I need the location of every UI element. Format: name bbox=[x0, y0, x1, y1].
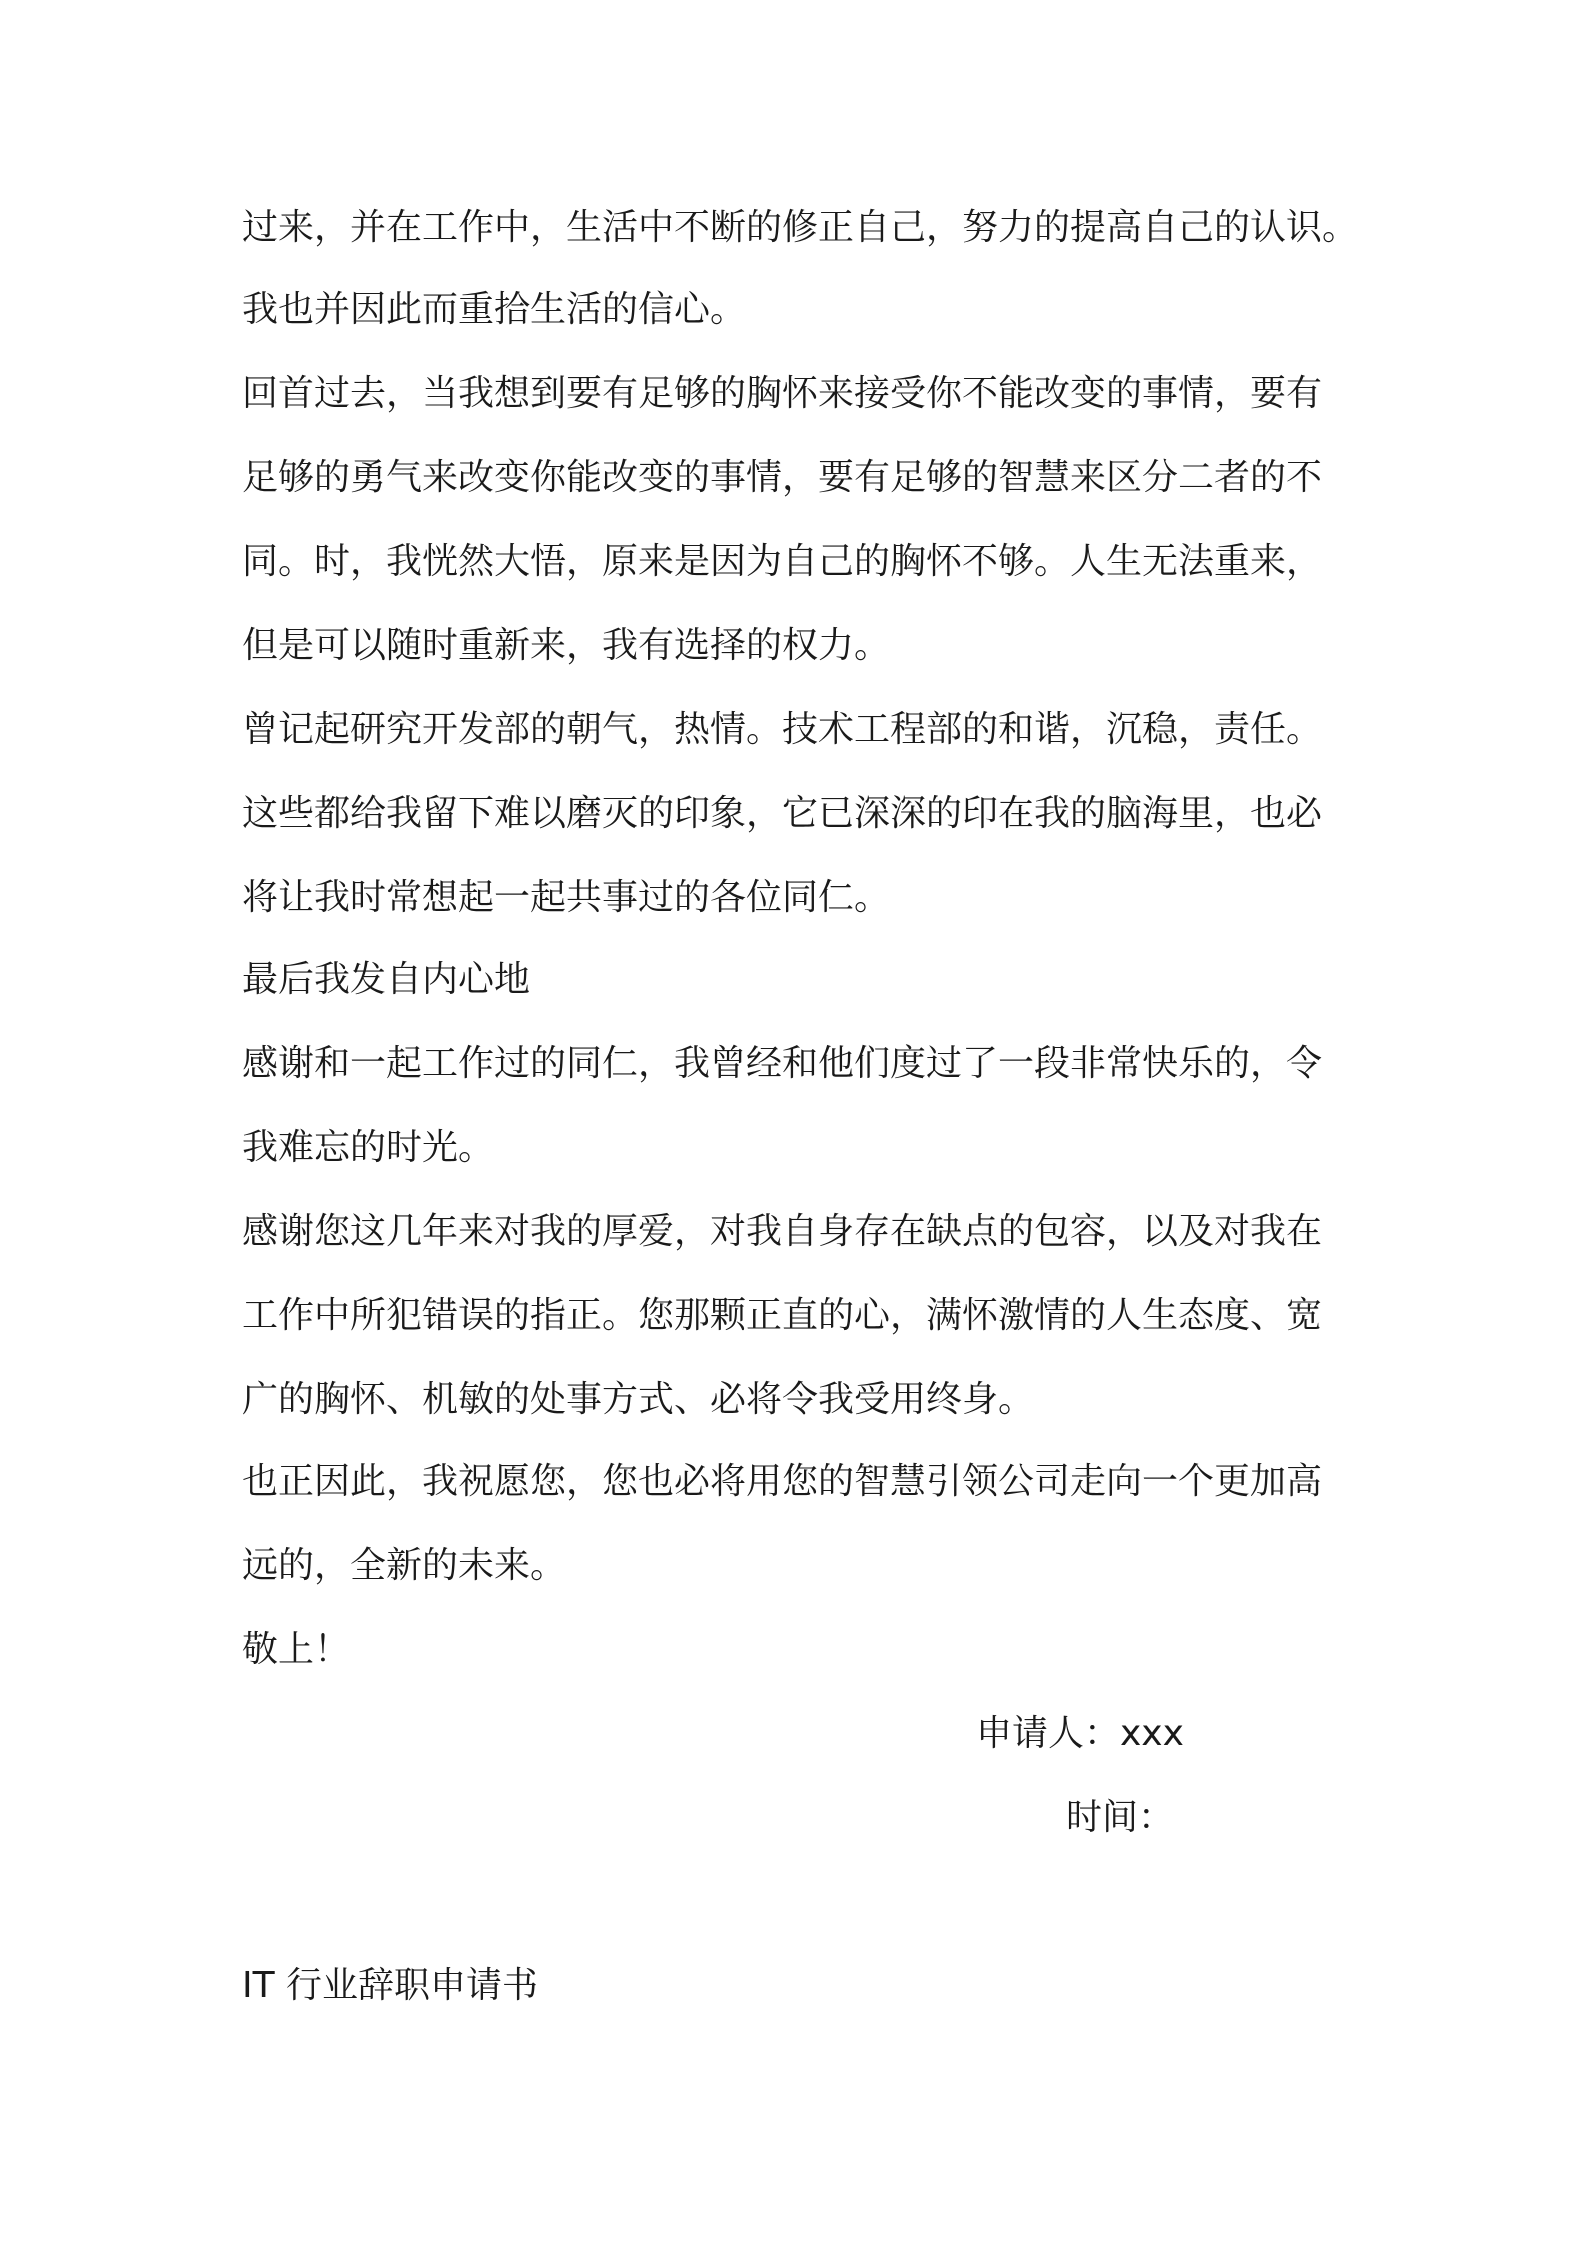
body-line: 这些都给我留下难以磨灭的印象，它已深深的印在我的脑海里，也必 bbox=[242, 793, 1323, 834]
body-line: 也正因此，我祝愿您，您也必将用您的智慧引领公司走向一个更加高 bbox=[242, 1461, 1323, 1502]
body-line: 将让我时常想起一起共事过的各位同仁。 bbox=[242, 877, 891, 918]
body-line: 同。时，我恍然大悟，原来是因为自己的胸怀不够。人生无法重来， bbox=[242, 541, 1323, 582]
body-line: 广的胸怀、机敏的处事方式、必将令我受用终身。 bbox=[242, 1379, 1035, 1420]
signature-time: 时间： bbox=[1066, 1797, 1175, 1838]
body-line: 工作中所犯错误的指正。您那颗正直的心，满怀激情的人生态度、宽 bbox=[242, 1295, 1323, 1336]
body-line: 但是可以随时重新来，我有选择的权力。 bbox=[242, 625, 891, 666]
closing-salutation: 敬上！ bbox=[242, 1629, 351, 1670]
body-line: 回首过去，当我想到要有足够的胸怀来接受你不能改变的事情，要有 bbox=[242, 373, 1323, 414]
body-line: 足够的勇气来改变你能改变的事情，要有足够的智慧来区分二者的不 bbox=[242, 457, 1323, 498]
next-document-title: IT 行业辞职申请书 bbox=[242, 1965, 539, 2006]
body-line: 感谢您这几年来对我的厚爱，对我自身存在缺点的包容，以及对我在 bbox=[242, 1211, 1323, 1252]
body-line: 我也并因此而重拾生活的信心。 bbox=[242, 289, 747, 330]
body-line: 曾记起研究开发部的朝气，热情。技术工程部的和谐，沉稳，责任。 bbox=[242, 709, 1323, 750]
body-line: 过来，并在工作中，生活中不断的修正自己，努力的提高自己的认识。 bbox=[242, 207, 1359, 248]
body-line: 最后我发自内心地 bbox=[242, 959, 531, 1000]
body-line: 远的，全新的未来。 bbox=[242, 1545, 567, 1586]
body-line: 我难忘的时光。 bbox=[242, 1127, 495, 1168]
body-line: 感谢和一起工作过的同仁，我曾经和他们度过了一段非常快乐的，令 bbox=[242, 1043, 1323, 1084]
signature-applicant: 申请人：xxx bbox=[976, 1713, 1184, 1754]
